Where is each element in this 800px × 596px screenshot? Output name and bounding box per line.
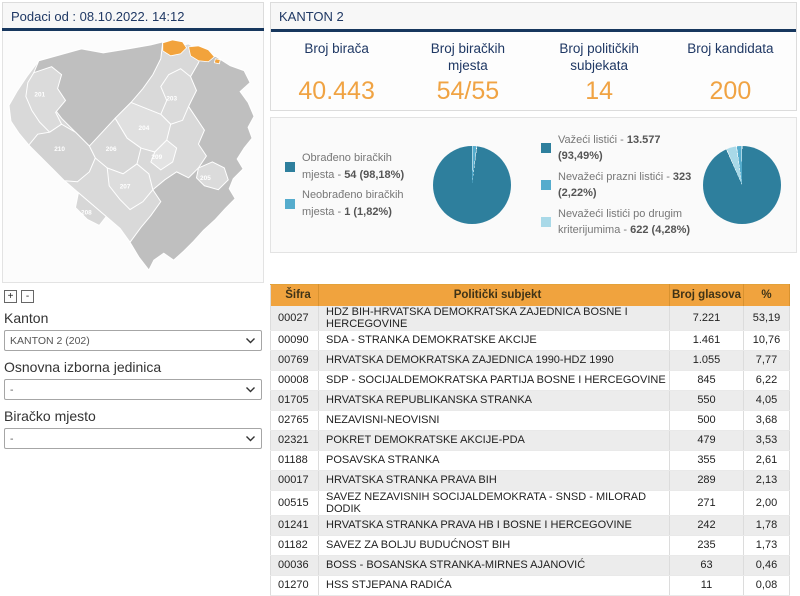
table-row bbox=[271, 575, 790, 595]
cell-percent: 4,05 bbox=[744, 390, 790, 410]
cell-percent: 1,73 bbox=[744, 535, 790, 555]
kanton-select[interactable] bbox=[4, 330, 262, 351]
cell-sifra: 01241 bbox=[271, 515, 319, 535]
map-region-code: 208 bbox=[80, 209, 92, 217]
legend-color-swatch bbox=[541, 217, 551, 227]
cell-percent: 0,46 bbox=[744, 555, 790, 575]
map-zoom-in-button[interactable]: + bbox=[4, 290, 17, 303]
table-row bbox=[271, 490, 790, 515]
stat-value: 200 bbox=[709, 77, 752, 105]
cell-percent: 10,76 bbox=[744, 330, 790, 350]
cell-percent: 1,78 bbox=[744, 515, 790, 535]
stat-label: Broj kandidata bbox=[687, 41, 774, 56]
legend-item bbox=[541, 206, 693, 239]
stat-value: 14 bbox=[585, 77, 614, 105]
table-row bbox=[271, 535, 790, 555]
legend-color-swatch bbox=[541, 143, 551, 153]
cell-politicki-subjekt: SAVEZ NEZAVISNIH SOCIJALDEMOKRATA - SNSD - MILORAD DODIK bbox=[319, 490, 670, 515]
legend-text: Nevažeći listići po drugim kriterijumima - 622 (4,28%) bbox=[558, 207, 691, 236]
filter-kanton bbox=[2, 310, 264, 351]
cell-politicki-subjekt: HDZ BIH-HRVATSKA DEMOKRATSKA ZAJEDNICA BOSNE I HERCEGOVINE bbox=[319, 306, 670, 331]
table-row bbox=[271, 430, 790, 450]
cell-politicki-subjekt: SDP - SOCIJALDEMOKRATSKA PARTIJA BOSNE I HERCEGOVINE bbox=[319, 370, 670, 390]
stat bbox=[271, 32, 402, 110]
table-row bbox=[271, 450, 790, 470]
cell-politicki-subjekt: POSAVSKA STRANKA bbox=[319, 450, 670, 470]
map-zoom-controls bbox=[4, 286, 264, 304]
map-bosnia-svg[interactable] bbox=[3, 31, 263, 281]
table-row bbox=[271, 350, 790, 370]
cell-broj-glasova: 550 bbox=[670, 390, 744, 410]
table-row bbox=[271, 410, 790, 430]
legend-text: Nevažeći prazni listići - 323 (2,22%) bbox=[558, 170, 692, 199]
legend-color-swatch bbox=[285, 199, 295, 209]
filter-biracko-mjesto bbox=[2, 408, 264, 449]
cell-percent: 2,00 bbox=[744, 490, 790, 515]
cell-sifra: 00515 bbox=[271, 490, 319, 515]
cell-sifra: 02321 bbox=[271, 430, 319, 450]
cell-politicki-subjekt: NEZAVISNI-NEOVISNI bbox=[319, 410, 670, 430]
data-timestamp-header: Podaci od : 08.10.2022. 14:12 bbox=[2, 2, 264, 28]
legend-biracka-mjesta bbox=[285, 146, 427, 224]
cell-sifra: 01182 bbox=[271, 535, 319, 555]
cell-broj-glasova: 289 bbox=[670, 470, 744, 490]
legend-item bbox=[541, 169, 693, 202]
right-panel bbox=[270, 2, 797, 596]
filter-izborna-jedinica bbox=[2, 359, 264, 400]
kanton-label: Kanton bbox=[4, 310, 49, 326]
cell-politicki-subjekt: HRVATSKA REPUBLIKANSKA STRANKA bbox=[319, 390, 670, 410]
map-region-code: 207 bbox=[119, 183, 131, 191]
cell-sifra: 02765 bbox=[271, 410, 319, 430]
table-row bbox=[271, 470, 790, 490]
header-sifra: Šifra bbox=[271, 285, 319, 306]
table-row bbox=[271, 555, 790, 575]
legend-color-swatch bbox=[541, 180, 551, 190]
cell-politicki-subjekt: SAVEZ ZA BOLJU BUDUĆNOST BIH bbox=[319, 535, 670, 555]
cell-percent: 2,61 bbox=[744, 450, 790, 470]
region-title: KANTON 2 bbox=[271, 3, 796, 29]
cell-sifra: 01270 bbox=[271, 575, 319, 595]
cell-broj-glasova: 845 bbox=[670, 370, 744, 390]
map-region-code: 206 bbox=[105, 146, 117, 154]
cell-politicki-subjekt: HSS STJEPANA RADIĆA bbox=[319, 575, 670, 595]
stat-label: Broj biračkih mjesta bbox=[430, 41, 506, 73]
legend-text: Neobrađeno biračkih mjesta - 1 (1,82%) bbox=[302, 189, 404, 218]
cell-sifra: 01188 bbox=[271, 450, 319, 470]
legend-listici bbox=[541, 128, 693, 243]
header-broj-glasova: Broj glasova bbox=[670, 285, 744, 306]
legend-item bbox=[285, 150, 427, 183]
cell-broj-glasova: 242 bbox=[670, 515, 744, 535]
cell-politicki-subjekt: POKRET DEMOKRATSKE AKCIJE-PDA bbox=[319, 430, 670, 450]
cell-broj-glasova: 1.055 bbox=[670, 350, 744, 370]
legend-color-swatch bbox=[285, 162, 295, 172]
stat-label: Broj političkih subjekata bbox=[559, 41, 639, 73]
cell-politicki-subjekt: HRVATSKA STRANKA PRAVA BIH bbox=[319, 470, 670, 490]
map-region-code: 210 bbox=[54, 146, 65, 154]
results-table bbox=[270, 284, 790, 596]
legend-text: Važeći listići - 13.577 (93,49%) bbox=[558, 133, 661, 162]
cell-percent: 0,08 bbox=[744, 575, 790, 595]
stat bbox=[665, 32, 796, 110]
cell-percent: 2,13 bbox=[744, 470, 790, 490]
cell-broj-glasova: 1.461 bbox=[670, 330, 744, 350]
cell-broj-glasova: 11 bbox=[670, 575, 744, 595]
stat-value: 54/55 bbox=[436, 77, 500, 105]
table-row bbox=[271, 390, 790, 410]
cell-sifra: 00769 bbox=[271, 350, 319, 370]
cell-broj-glasova: 479 bbox=[670, 430, 744, 450]
cell-broj-glasova: 271 bbox=[670, 490, 744, 515]
table-row bbox=[271, 370, 790, 390]
cell-percent: 3,68 bbox=[744, 410, 790, 430]
cell-sifra: 00036 bbox=[271, 555, 319, 575]
cell-broj-glasova: 500 bbox=[670, 410, 744, 430]
cell-politicki-subjekt: BOSS - BOSANSKA STRANKA-MIRNES AJANOVIĆ bbox=[319, 555, 670, 575]
cell-sifra: 00017 bbox=[271, 470, 319, 490]
table-header-row bbox=[271, 285, 790, 306]
izborna-jedinica-select[interactable] bbox=[4, 379, 262, 400]
cell-broj-glasova: 235 bbox=[670, 535, 744, 555]
cell-percent: 53,19 bbox=[744, 306, 790, 331]
legend-text: Obrađeno biračkih mjesta - 54 (98,18%) bbox=[302, 152, 405, 181]
left-panel bbox=[2, 2, 264, 457]
cell-broj-glasova: 7.221 bbox=[670, 306, 744, 331]
charts-box bbox=[270, 117, 797, 253]
table-row bbox=[271, 515, 790, 535]
map-bosnia[interactable] bbox=[2, 31, 264, 283]
stat-value: 40.443 bbox=[298, 77, 375, 105]
cell-sifra: 01705 bbox=[271, 390, 319, 410]
pie-chart-biracka-mjesta bbox=[433, 146, 511, 224]
stats-row bbox=[271, 32, 796, 110]
stat-label: Broj birača bbox=[304, 41, 369, 56]
header-politicki-subjekt: Politički subjekt bbox=[319, 285, 670, 306]
cell-politicki-subjekt: SDA - STRANKA DEMOKRATSKE AKCIJE bbox=[319, 330, 670, 350]
stat bbox=[402, 32, 533, 110]
cell-broj-glasova: 63 bbox=[670, 555, 744, 575]
map-region-code: 205 bbox=[200, 174, 211, 182]
cell-politicki-subjekt: HRVATSKA STRANKA PRAVA HB I BOSNE I HERCEGOVINE bbox=[319, 515, 670, 535]
pie-chart-listici bbox=[703, 146, 781, 224]
izborna-jedinica-label: Osnovna izborna jedinica bbox=[4, 359, 162, 375]
map-region-code: 209 bbox=[151, 153, 163, 161]
cell-percent: 7,77 bbox=[744, 350, 790, 370]
header-percent: % bbox=[744, 285, 790, 306]
map-region-code: 201 bbox=[34, 91, 46, 99]
cell-sifra: 00008 bbox=[271, 370, 319, 390]
map-zoom-out-button[interactable]: - bbox=[21, 290, 34, 303]
map-region-code: 203 bbox=[166, 95, 178, 103]
legend-item bbox=[285, 187, 427, 220]
biracko-mjesto-select[interactable] bbox=[4, 428, 262, 449]
cell-politicki-subjekt: HRVATSKA DEMOKRATSKA ZAJEDNICA 1990-HDZ 1990 bbox=[319, 350, 670, 370]
cell-percent: 3,53 bbox=[744, 430, 790, 450]
cell-percent: 6,22 bbox=[744, 370, 790, 390]
table-row bbox=[271, 306, 790, 331]
table-row bbox=[271, 330, 790, 350]
cell-sifra: 00090 bbox=[271, 330, 319, 350]
cell-broj-glasova: 355 bbox=[670, 450, 744, 470]
biracko-mjesto-label: Biračko mjesto bbox=[4, 408, 96, 424]
stat bbox=[534, 32, 665, 110]
cell-sifra: 00027 bbox=[271, 306, 319, 331]
map-region-code: 204 bbox=[138, 125, 150, 133]
legend-item bbox=[541, 132, 693, 165]
summary-box bbox=[270, 2, 797, 111]
